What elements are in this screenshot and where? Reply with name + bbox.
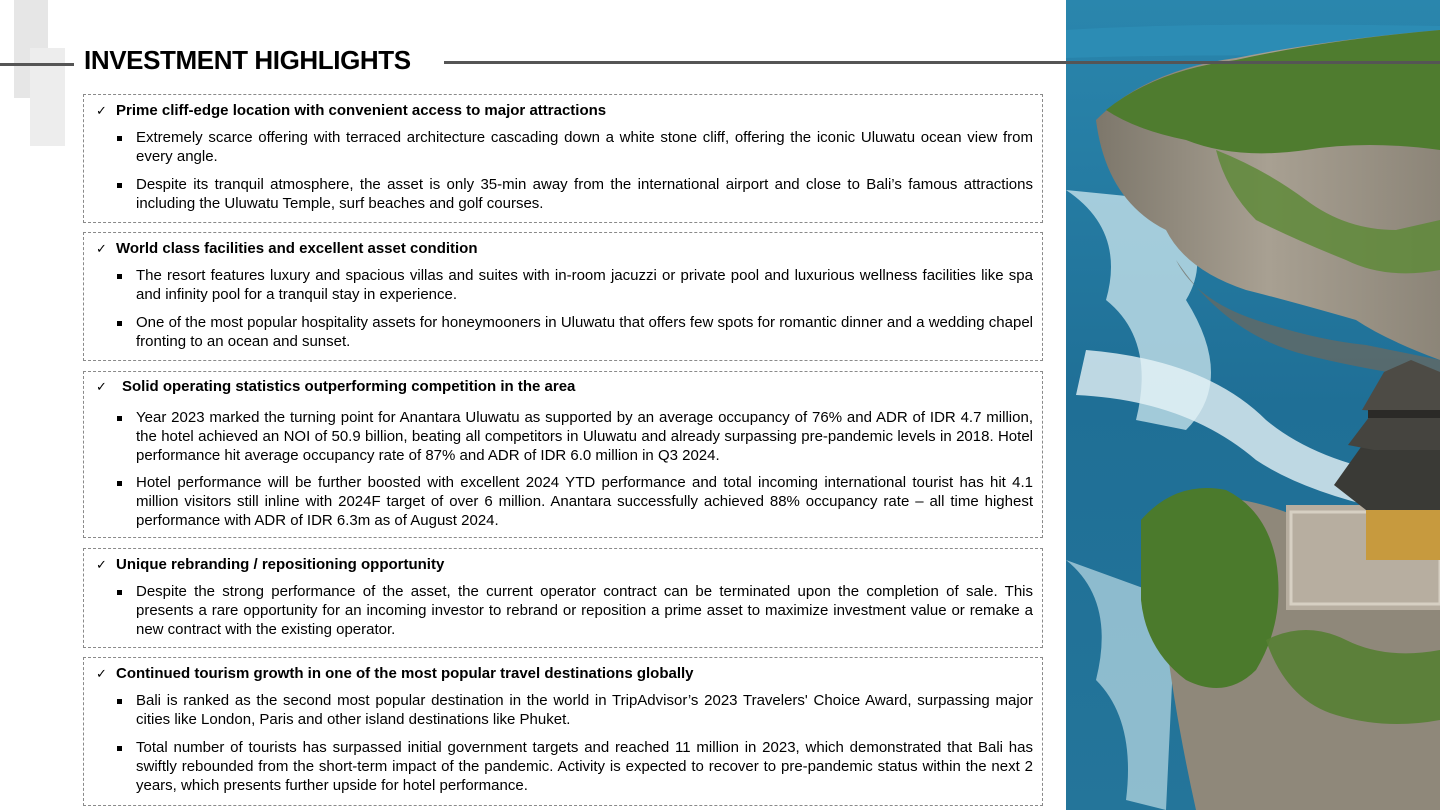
bullet-item: Extremely scarce offering with terraced architecture cascading down a white stone cliff, offering the iconic Uluwatu ocean view from every angle.: [116, 128, 1033, 166]
highlight-bullet-list: [116, 408, 1033, 530]
bullet-item: One of the most popular hospitality assets for honeymooners in Uluwatu that offers few spots for romantic dinner and a wedding chapel fronting to an ocean and sunset.: [116, 313, 1033, 351]
checkmark-icon: ✓: [96, 379, 107, 394]
highlight-bullet-list: [116, 266, 1033, 351]
highlight-heading-row: [96, 664, 694, 683]
bullet-item: Despite the strong performance of the asset, the current operator contract can be terminated upon the completion of sale. This presents a rare opportunity for an incoming investor to rebrand or reposition a prime asset to maximize investment value or remake a new contract with the existing operator.: [116, 582, 1033, 639]
highlight-heading: Unique rebranding / repositioning opportunity: [116, 556, 445, 573]
highlight-bullet-list: [116, 128, 1033, 213]
bullet-item: Year 2023 marked the turning point for Anantara Uluwatu as supported by an average occupancy of 76% and ADR of IDR 4.7 million, the hotel achieved an NOI of 50.9 billion, beating all competitors in Uluwatu and already surpassing pre-pandemic levels in 2018. Hotel performance hit average occupancy rate of 87% and ADR of IDR 6.0 million in Q3 2024.: [116, 408, 1033, 465]
highlight-box-operating-statistics: [83, 371, 1043, 538]
checkmark-icon: ✓: [96, 103, 107, 118]
highlight-heading-row: [96, 101, 606, 120]
bullet-item: Hotel performance will be further boosted with excellent 2024 YTD performance and total incoming international tourist has hit 4.1 million visitors still inline with 2024F target of over 6 million. Anantara successfully achieved 88% occupancy rate – all time highest performance with ADR of IDR 6.3m as of August 2024.: [116, 473, 1033, 530]
highlight-heading: Continued tourism growth in one of the most popular travel destinations globally: [116, 665, 694, 682]
highlight-box-facilities: [83, 232, 1043, 361]
temple-shrine-body: [1366, 505, 1440, 560]
highlight-box-tourism-growth: [83, 657, 1043, 806]
checkmark-icon: ✓: [96, 666, 107, 681]
highlight-heading-row: [96, 377, 575, 396]
checkmark-icon: ✓: [96, 241, 107, 256]
highlight-box-rebranding: [83, 548, 1043, 648]
bullet-item: Total number of tourists has surpassed initial government targets and reached 11 million in 2023, which demonstrated that Bali has swiftly rebounded from the short-term impact of the pandemic. Activity is expected to recover to pre-pandemic status within the next 2 years, which presents further upside for hotel performance.: [116, 738, 1033, 795]
highlight-heading: World class facilities and excellent asset condition: [116, 240, 478, 257]
highlight-heading: Solid operating statistics outperforming competition in the area: [122, 378, 576, 395]
highlight-heading: Prime cliff-edge location with convenient access to major attractions: [116, 102, 607, 119]
title-rule-right: [444, 61, 1440, 64]
page-title: INVESTMENT HIGHLIGHTS: [84, 45, 411, 75]
checkmark-icon: ✓: [96, 557, 107, 572]
highlight-box-location: [83, 94, 1043, 223]
bullet-item: The resort features luxury and spacious villas and suites with in-room jacuzzi or private pool and luxurious wellness facilities like spa and infinity pool for a tranquil stay in experience.: [116, 266, 1033, 304]
highlight-heading-row: [96, 239, 478, 258]
highlight-heading-row: [96, 555, 444, 574]
temple-roof-band: [1368, 410, 1440, 418]
bullet-item: Bali is ranked as the second most popular destination in the world in TripAdvisor’s 2023 Travelers' Choice Award, surpassing major cities like London, Paris and other island destinations like Phuket.: [116, 691, 1033, 729]
highlight-bullet-list: [116, 582, 1033, 639]
highlight-bullet-list: [116, 691, 1033, 795]
uluwatu-cliff-photo: [1066, 0, 1440, 810]
bullet-item: Despite its tranquil atmosphere, the asset is only 35-min away from the international airport and close to Bali’s famous attractions including the Uluwatu Temple, surf beaches and golf courses.: [116, 175, 1033, 213]
title-rule-left: [0, 63, 74, 66]
